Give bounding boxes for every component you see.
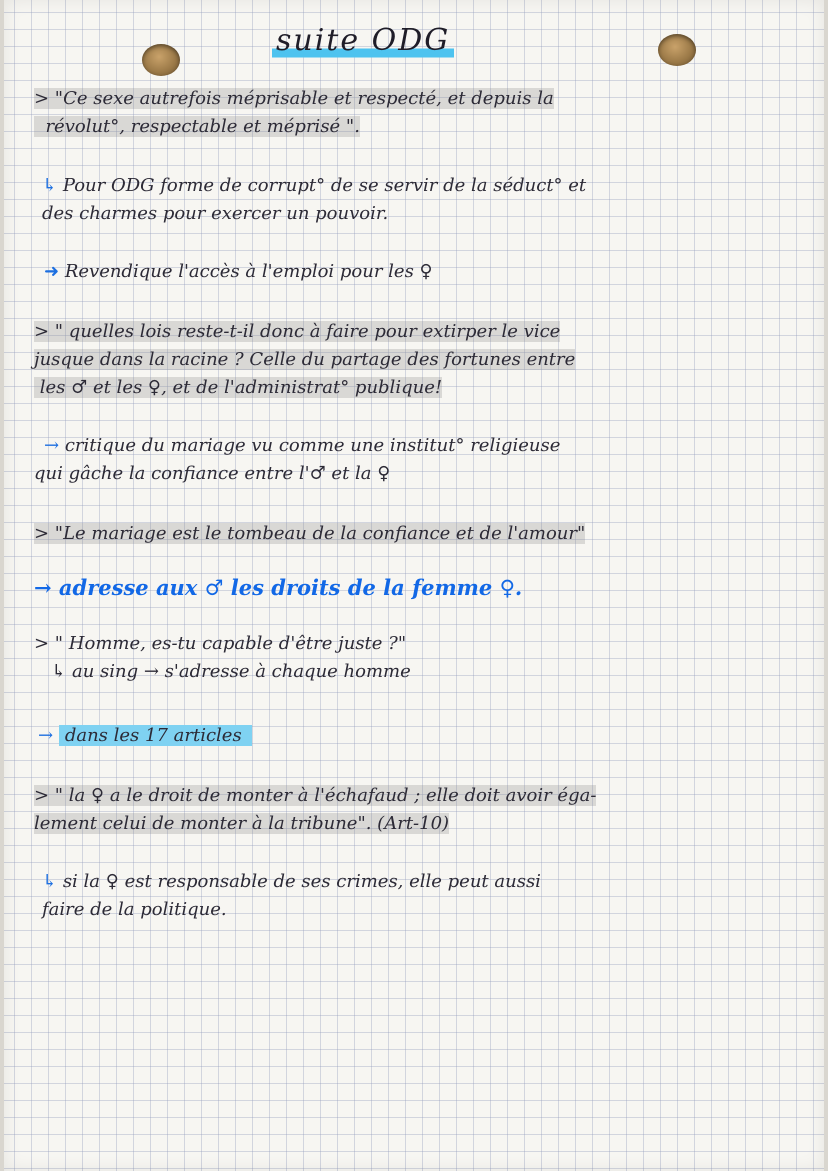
- highlighted-phrase: dans les 17 articles: [59, 725, 252, 746]
- binder-hole-right: [658, 34, 696, 66]
- note-4: → adresse aux ♂ les droits de la femme ♀.: [34, 575, 523, 600]
- quote-4-line-1: > " Homme, es-tu capable d'être juste ?": [34, 633, 407, 654]
- note-1-line-1: ↳ Pour ODG forme de corrupt° de se servir de la séduct° et: [42, 175, 587, 196]
- hook-arrow-icon: ↳: [42, 175, 58, 196]
- quote-3: > "Le mariage est le tombeau de la confiance et de l'amour": [34, 523, 586, 544]
- notebook-page: [4, 0, 824, 1171]
- quote-5-line-2: lement celui de monter à la tribune". (Art-10): [34, 813, 450, 834]
- quote-2-line-1: > " quelles lois reste-t-il donc à faire pour extirper le vice: [34, 321, 561, 342]
- hook-arrow-icon: ↳: [42, 871, 58, 892]
- note-6-line-1: ↳ si la ♀ est responsable de ses crimes, elle peut aussi: [42, 871, 541, 892]
- note-3-line-1: → critique du mariage vu comme une institut° religieuse: [44, 435, 561, 456]
- binder-hole-left: [142, 44, 180, 76]
- quote-2-line-2: jusque dans la racine ? Celle du partage des fortunes entre: [34, 349, 576, 370]
- note-1-line-2: des charmes pour exercer un pouvoir.: [42, 203, 389, 224]
- arrow-icon: ➜: [44, 261, 60, 282]
- quote-5-line-1: > " la ♀ a le droit de monter à l'échafaud ; elle doit avoir éga-: [34, 785, 597, 806]
- note-2: ➜ Revendique l'accès à l'emploi pour les ♀: [44, 261, 433, 282]
- note-6-line-2: faire de la politique.: [42, 899, 227, 920]
- quote-1-line-1: > "Ce sexe autrefois méprisable et respecté, et depuis la: [34, 88, 554, 109]
- arrow-icon: →: [44, 435, 60, 456]
- page-title: suite ODG: [272, 18, 454, 63]
- quote-2-line-3: les ♂ et les ♀, et de l'administrat° publique!: [34, 377, 443, 398]
- note-5: [38, 722, 252, 749]
- quote-4-line-2: ↳ au sing → s'adresse à chaque homme: [34, 661, 411, 682]
- note-3-line-2: qui gâche la confiance entre l'♂ et la ♀: [34, 463, 391, 484]
- arrow-icon: →: [38, 725, 54, 746]
- quote-1-line-2: révolut°, respectable et méprisé ".: [34, 116, 360, 137]
